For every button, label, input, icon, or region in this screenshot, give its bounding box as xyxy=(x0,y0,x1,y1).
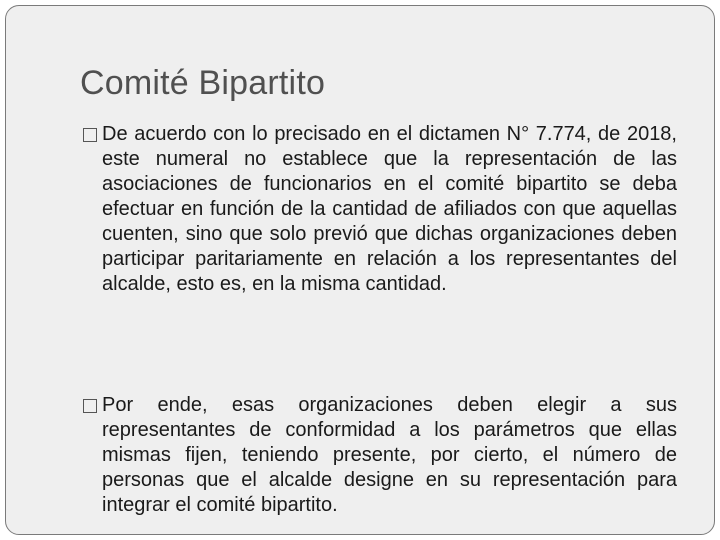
bullet-item xyxy=(83,393,677,518)
checkbox-outline-icon xyxy=(83,399,97,413)
checkbox-outline-icon xyxy=(83,128,97,142)
slide xyxy=(5,5,715,535)
bullet-text: Por ende, esas organizaciones deben elegir a sus representantes de conformidad a los parámetros que ellas mismas fijen, teniendo presente, por cierto, el número de personas que el alcalde designe en su representación para integrar el comité bipartito. xyxy=(102,394,677,516)
bullet-text: De acuerdo con lo precisado en el dictamen N° 7.774, de 2018, este numeral no establece que la representación de las asociaciones de funcionarios en el comité bipartito se deba efectuar en función de la cantidad de afiliados con que aquellas cuenten, sino que solo previó que dichas organizaciones deben participar paritariamente en relación a los representantes del alcalde, esto es, en la misma cantidad. xyxy=(102,123,677,295)
bullet-item xyxy=(83,122,677,297)
slide-title: Comité Bipartito xyxy=(80,64,326,102)
